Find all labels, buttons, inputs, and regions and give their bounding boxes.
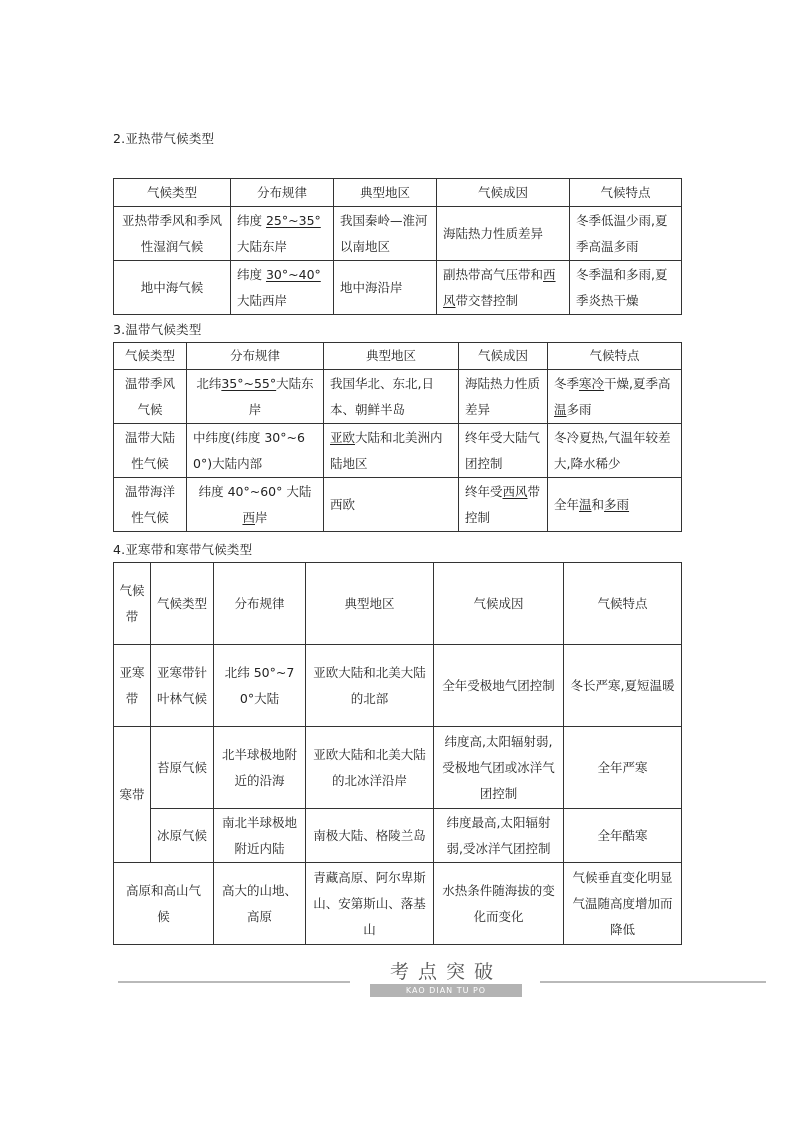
footer-divider-right — [540, 981, 766, 983]
header-cell: 气候带 — [114, 563, 151, 645]
header-cell: 气候特点 — [570, 179, 682, 207]
underlined-text: 西风 — [443, 266, 556, 308]
feature-cell: 冬季温和多雨,夏季炎热干燥 — [570, 261, 682, 315]
text: 纬度 40°~60° 大陆 — [198, 483, 312, 499]
temperate-climate-table — [113, 342, 682, 532]
region-cell: 青藏高原、阿尔卑斯山、安第斯山、落基山 — [306, 863, 434, 945]
header-cell: 气候类型 — [114, 343, 187, 370]
section4-heading: 4.亚寒带和寒带气候类型 — [113, 542, 253, 557]
cause-cell: 终年受大陆气团控制 — [459, 424, 548, 478]
table-row — [114, 863, 682, 945]
table-row — [114, 207, 682, 261]
distribution-cell: 高大的山地、高原 — [214, 863, 306, 945]
climate-type-cell: 亚热带季风和季风性湿润气候 — [114, 207, 231, 261]
table-header-row — [114, 179, 682, 207]
climate-zone-cell: 寒带 — [114, 727, 151, 863]
feature-cell: 气候垂直变化明显气温随高度增加而降低 — [564, 863, 682, 945]
subarctic-frigid-climate-table — [113, 562, 682, 945]
region-cell: 我国秦岭—淮河以南地区 — [334, 207, 437, 261]
region-cell — [324, 424, 459, 478]
header-cell: 分布规律 — [214, 563, 306, 645]
region-cell: 亚欧大陆和北美大陆的北冰洋沿岸 — [306, 727, 434, 809]
text: 北纬 — [196, 375, 222, 391]
climate-type-cell: 冰原气候 — [151, 809, 214, 863]
text: 和 — [591, 496, 605, 512]
cause-cell: 纬度高,太阳辐射弱,受极地气团或冰洋气团控制 — [434, 727, 564, 809]
text: 冬季 — [554, 375, 580, 391]
text: 大陆西岸 — [237, 292, 288, 308]
table-row — [114, 727, 682, 809]
feature-cell: 冬冷夏热,气温年较差大,降水稀少 — [548, 424, 682, 478]
text: 干燥,夏季高 — [604, 375, 671, 391]
region-cell: 我国华北、东北,日本、朝鲜半岛 — [324, 370, 459, 424]
distribution-cell — [231, 261, 334, 315]
table-row — [114, 370, 682, 424]
table-header-row — [114, 563, 682, 645]
climate-zone-cell: 亚寒带 — [114, 645, 151, 727]
climate-type-cell: 温带季风气候 — [114, 370, 187, 424]
text: 全年 — [554, 496, 580, 512]
text: 副热带高气压带和 — [443, 266, 544, 282]
text: 终年受 — [465, 483, 503, 499]
underlined-text: 温 — [554, 401, 567, 417]
cause-cell — [437, 261, 570, 315]
table-row — [114, 645, 682, 727]
underlined-text: 多雨 — [604, 496, 630, 512]
table-row — [114, 261, 682, 315]
underlined-text: 25°~35° — [265, 212, 321, 228]
distribution-cell: 北纬 50°~70°大陆 — [214, 645, 306, 727]
feature-cell — [548, 370, 682, 424]
cause-cell: 水热条件随海拔的变化而变化 — [434, 863, 564, 945]
distribution-cell: 中纬度(纬度 30°~60°)大陆内部 — [187, 424, 324, 478]
header-cell: 典型地区 — [306, 563, 434, 645]
feature-cell: 冬长严寒,夏短温暖 — [564, 645, 682, 727]
distribution-cell: 南北半球极地附近内陆 — [214, 809, 306, 863]
distribution-cell — [231, 207, 334, 261]
section3-heading: 3.温带气候类型 — [113, 322, 202, 337]
climate-type-cell: 温带大陆性气候 — [114, 424, 187, 478]
header-cell: 气候类型 — [151, 563, 214, 645]
table-header-row — [114, 343, 682, 370]
table-row — [114, 809, 682, 863]
climate-type-cell: 温带海洋性气候 — [114, 478, 187, 532]
footer-subtitle: KAO DIAN TU PO — [370, 984, 522, 997]
cause-cell: 全年受极地气团控制 — [434, 645, 564, 727]
underlined-text: 温 — [579, 496, 592, 512]
section2-heading: 2.亚热带气候类型 — [113, 131, 215, 146]
distribution-cell — [187, 370, 324, 424]
header-cell: 气候成因 — [459, 343, 548, 370]
climate-type-cell: 苔原气候 — [151, 727, 214, 809]
underlined-text: 亚欧 — [330, 429, 356, 445]
region-cell: 南极大陆、格陵兰岛 — [306, 809, 434, 863]
text: 岸 — [255, 509, 268, 525]
distribution-cell: 北半球极地附近的沿海 — [214, 727, 306, 809]
underlined-text: 30°~40° — [265, 266, 321, 282]
cause-cell: 纬度最高,太阳辐射弱,受冰洋气团控制 — [434, 809, 564, 863]
footer-divider-left — [118, 981, 350, 983]
table-row — [114, 478, 682, 532]
underlined-text: 西 — [242, 509, 255, 525]
climate-type-cell: 高原和高山气候 — [114, 863, 214, 945]
climate-type-cell: 亚寒带针叶林气候 — [151, 645, 214, 727]
subtropical-climate-table — [113, 178, 682, 315]
header-cell: 气候特点 — [564, 563, 682, 645]
text: 大陆和北美洲内陆地区 — [330, 429, 443, 471]
region-cell: 地中海沿岸 — [334, 261, 437, 315]
cause-cell — [459, 478, 548, 532]
region-cell: 西欧 — [324, 478, 459, 532]
header-cell: 气候类型 — [114, 179, 231, 207]
feature-cell — [548, 478, 682, 532]
footer-title: 考点突破 — [389, 961, 502, 983]
feature-cell: 冬季低温少雨,夏季高温多雨 — [570, 207, 682, 261]
text: 纬度 — [237, 266, 266, 282]
text: 大陆东岸 — [237, 238, 288, 254]
header-cell: 分布规律 — [187, 343, 324, 370]
header-cell: 典型地区 — [334, 179, 437, 207]
header-cell: 典型地区 — [324, 343, 459, 370]
text: 多雨 — [566, 401, 592, 417]
underlined-text: 寒冷 — [579, 375, 605, 391]
text: 大陆东岸 — [248, 375, 314, 417]
header-cell: 分布规律 — [231, 179, 334, 207]
cause-cell: 海陆热力性质差异 — [437, 207, 570, 261]
underlined-text: 西风 — [502, 483, 528, 499]
text: 带控制 — [465, 483, 541, 525]
header-cell: 气候特点 — [548, 343, 682, 370]
underlined-text: 35°~55° — [221, 375, 277, 391]
distribution-cell — [187, 478, 324, 532]
table-row — [114, 424, 682, 478]
climate-type-cell: 地中海气候 — [114, 261, 231, 315]
header-cell: 气候成因 — [437, 179, 570, 207]
text: 带交替控制 — [455, 292, 519, 308]
header-cell: 气候成因 — [434, 563, 564, 645]
text: 纬度 — [237, 212, 266, 228]
feature-cell: 全年酷寒 — [564, 809, 682, 863]
region-cell: 亚欧大陆和北美大陆的北部 — [306, 645, 434, 727]
cause-cell: 海陆热力性质差异 — [459, 370, 548, 424]
feature-cell: 全年严寒 — [564, 727, 682, 809]
